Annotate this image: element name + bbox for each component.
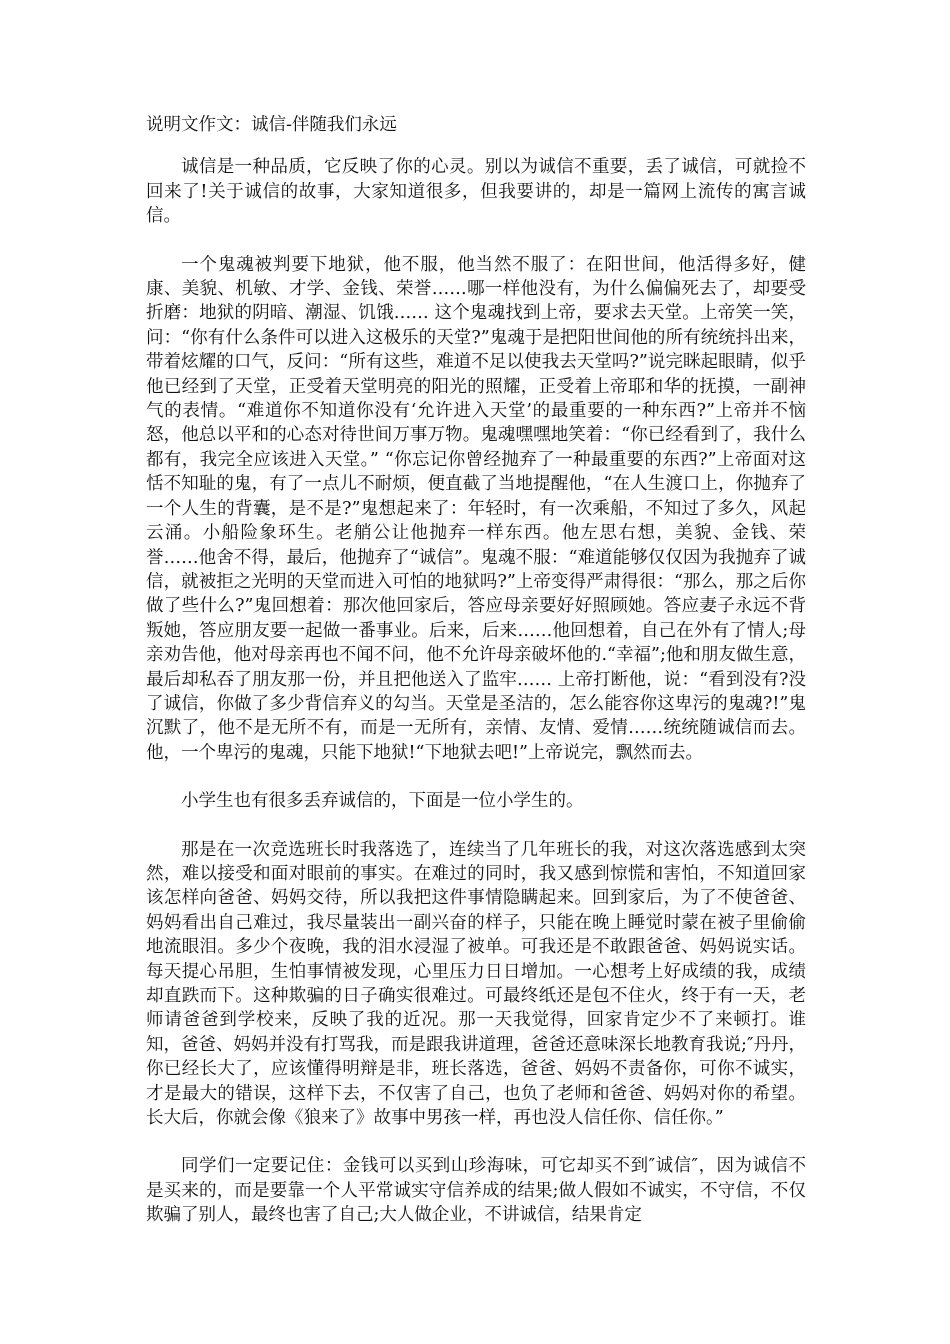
- paragraph-intro: 诚信是一种品质，它反映了你的心灵。别以为诚信不重要，丢了诚信，可就捡不回来了!关于诚信的故事，大家知道很多，但我要讲的，却是一篇网上流传的寓言诚信。: [146, 157, 806, 227]
- document-page: [146, 113, 806, 1228]
- paragraph-student-story: 那是在一次竞选班长时我落选了，连续当了几年班长的我，对这次落选感到太突然，难以接受和面对眼前的事实。在难过的同时，我又感到惊慌和害怕，不知道回家该怎样向爸爸、妈妈交待，所以我把这件事情隐瞒起来。回到家后，为了不使爸爸、妈妈看出自己难过，我尽量装出一副兴奋的样子，只能在晚上睡觉时蒙在被子里偷偷地流眼泪。多少个夜晚，我的泪水浸湿了被单。可我还是不敢跟爸爸、妈妈说实话。每天提心吊胆，生怕事情被发现，心里压力日日增加。一心想考上好成绩的我，成绩却直跌而下。这种欺骗的日子确实很难过。可最终纸还是包不住火，终于有一天，老师请爸爸到学校来，反映了我的近况。那一天我觉得，回家肯定少不了来顿打。谁知，爸爸、妈妈并没有打骂我，而是跟我讲道理，爸爸还意味深长地教育我说;″丹丹，你已经长大了，应该懂得明辩是非，班长落选，爸爸、妈妈不责备你，可你不诚实，才是最大的错误，这样下去，不仅害了自己，也负了老师和爸爸、妈妈对你的希望。长大后，你就会像《狼来了》故事中男孩一样，再也没人信任你、信任你。”: [146, 839, 806, 1129]
- paragraph-ghost-story: 一个鬼魂被判要下地狱，他不服，他当然不服了：在阳世间，他活得多好，健康、美貌、机敏、才学、金钱、荣誉……哪一样他没有，为什么偏偏死去了，却要受折磨：地狱的阴暗、潮湿、饥饿…… 这个鬼魂找到上帝，要求去天堂。上帝笑一笑，问：“你有什么条件可以进入这极乐的天堂?”鬼魂于是把阳世间他的所有统统抖出来，带着炫耀的口气，反问：“所有这些，难道不足以使我去天堂吗?”说完眯起眼睛，似乎他已经到了天堂，正受着天堂明亮的阳光的照耀，正受着上帝耶和华的抚摸，一副神气的表情。“难道你不知道你没有‘允许进入天堂’的最重要的一种东西?”上帝并不恼怒，他总以平和的心态对待世间万事万物。鬼魂嘿嘿地笑着：“你已经看到了，我什么都有，我完全应该进入天堂。” “你忘记你曾经抛弃了一种最重要的东西?”上帝面对这恬不知耻的鬼，有了一点儿不耐烦，便直截了当地提醒他，“在人生渡口上，你抛弃了一个人生的背囊，是不是?”鬼想起来了：年轻时，有一次乘船，不知过了多久，风起云涌。小船险象环生。老艄公让他抛弃一样东西。他左思右想，美貌、金钱、荣誉……他舍不得，最后，他抛弃了“诚信”。鬼魂不服：“难道能够仅仅因为我抛弃了诚信，就被拒之光明的天堂而进入可怕的地狱吗?”上帝变得严肃得很：“那么，那之后你做了些什么?”鬼回想着：那次他回家后，答应母亲要好好照顾她。答应妻子永远不背叛她，答应朋友要一起做一番事业。后来，后来……他回想着，自己在外有了情人;母亲劝告他，他对母亲再也不闻不问，他不允许母亲破坏他的.“幸福”;他和朋友做生意，最后却私吞了朋友那一份，并且把他送入了监牢…… 上帝打断他，说：“看到没有?没了诚信，你做了多少背信弃义的勾当。天堂是圣洁的，怎么能容你这卑污的鬼魂?!”鬼沉默了，他不是无所不有，而是一无所有，亲情、友情、爱情……统统随诚信而去。他，一个卑污的鬼魂，只能下地狱!“下地狱去吧!”上帝说完，飘然而去。: [146, 254, 806, 763]
- paragraph-conclusion: 同学们一定要记住：金钱可以买到山珍海味，可它却买不到″诚信″，因为诚信不是买来的，而是要靠一个人平常诚实守信养成的结果;做人假如不诚实，不守信，不仅欺骗了别人，最终也害了自己;大人做企业，不讲诚信，结果肯定: [146, 1156, 806, 1226]
- document-title: 说明文作文：诚信-伴随我们永远: [146, 115, 397, 135]
- paragraph-transition: 小学生也有很多丢弃诚信的，下面是一位小学生的。: [181, 791, 584, 812]
